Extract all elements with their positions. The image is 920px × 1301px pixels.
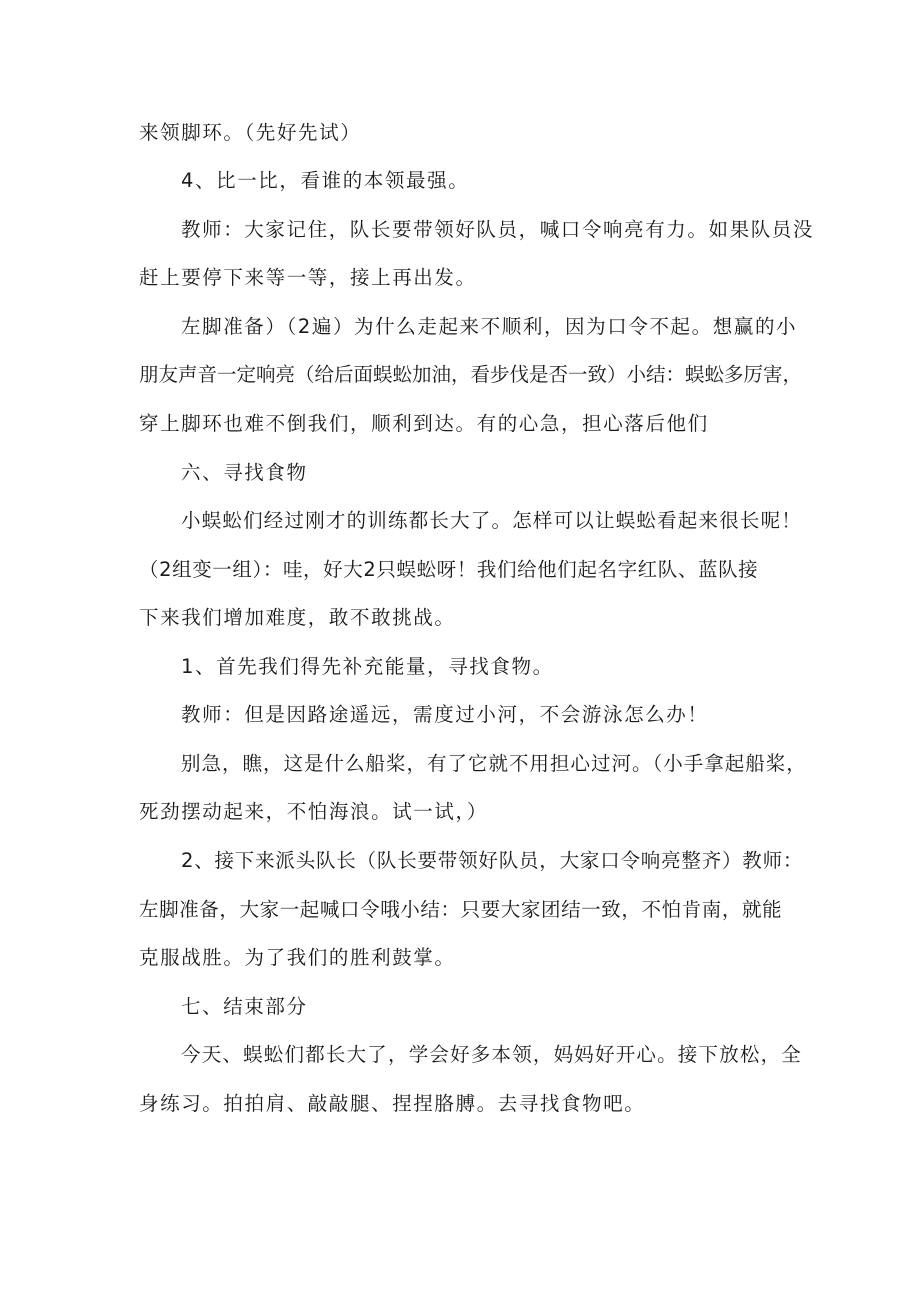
text-line: 教师：大家记住，队长要带领好队员，喊口令响亮有力。如果队员没 — [181, 218, 815, 241]
section-heading: 七、结束部分 — [181, 995, 308, 1018]
text-line: 朋友声音一定响亮（给后面蜈蚣加油，看步伐是否一致）小结：蜈蚣多厉害， — [139, 363, 803, 386]
text-line: 今天、蜈蚣们都长大了，学会好多本领，妈妈好开心。接下放松，全 — [181, 1043, 803, 1066]
text-line: 教师：但是因路途遥远，需度过小河，不会游泳怎么办！ — [181, 703, 709, 726]
text-line: 克服战胜。为了我们的胜利鼓掌。 — [139, 946, 456, 969]
text-line: 小蜈蚣们经过刚才的训练都长大了。怎样可以让蜈蚣看起来很长呢！ — [181, 509, 803, 532]
text-line: 下来我们增加难度，敢不敢挑战。 — [139, 606, 456, 629]
text-line: 4、比一比，看谁的本领最强。 — [181, 169, 470, 192]
text-line: 身练习。拍拍肩、敲敲腿、捏捏胳膊。去寻找食物吧。 — [139, 1092, 646, 1115]
text-line: 1、首先我们得先补充能量，寻找食物。 — [181, 655, 554, 678]
text-line: 2、接下来派头队长（队长要带领好队员，大家口令响亮整齐）教师： — [181, 849, 804, 872]
text-line: 来领脚环。（先好先试） — [139, 121, 362, 144]
text-line: 左脚准备，大家一起喊口令哦小结：只要大家团结一致，不怕肯南，就能 — [139, 898, 783, 921]
text-line: 赶上要停下来等一等，接上再出发。 — [139, 266, 477, 289]
text-line: （2组变一组）：哇，好大2只蜈蚣呀！我们给他们起名字红队、蓝队接 — [139, 558, 759, 581]
text-line: 左脚准备）（2遍）为什么走起来不顺利，因为口令不起。想赢的小 — [181, 315, 798, 338]
section-heading: 六、寻找食物 — [181, 461, 308, 484]
text-line: 死劲摆动起来，不怕海浪。试一试，） — [139, 800, 488, 823]
text-line: 别急，瞧，这是什么船桨，有了它就不用担心过河。（小手拿起船桨， — [181, 752, 807, 775]
text-line: 穿上脚环也难不倒我们，顺利到达。有的心急，担心落后他们 — [139, 412, 709, 435]
